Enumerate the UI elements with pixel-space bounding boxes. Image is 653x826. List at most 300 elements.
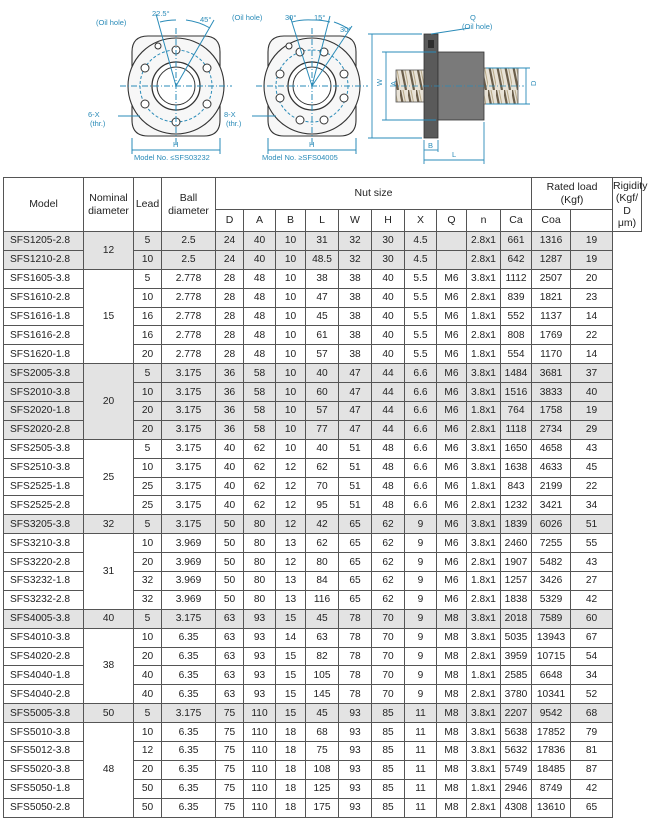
cell-model: SFS4040-2.8 [4,685,84,704]
cell-b: 15 [276,609,306,628]
cell-h: 62 [372,553,405,572]
cell-model: SFS4010-3.8 [4,628,84,647]
table-row [4,439,642,458]
cell-rigidity: 27 [571,572,613,591]
cell-rigidity: 34 [571,496,613,515]
cell-n: 2.8x1 [467,647,501,666]
cell-coa: 18485 [532,760,571,779]
cell-w: 32 [339,232,372,251]
cell-ball-diameter: 3.969 [162,590,216,609]
cell-lead: 5 [134,232,162,251]
cell-n: 3.8x1 [467,704,501,723]
cell-a: 93 [244,666,276,685]
cell-ball-diameter: 3.175 [162,496,216,515]
fig3-q-label: Q [470,13,476,22]
cell-w: 93 [339,704,372,723]
cell-coa: 4658 [532,439,571,458]
cell-a: 48 [244,345,276,364]
cell-coa: 9542 [532,704,571,723]
cell-h: 44 [372,383,405,402]
cell-h: 62 [372,572,405,591]
cell-l: 40 [306,439,339,458]
cell-a: 40 [244,250,276,269]
cell-ball-diameter: 2.778 [162,307,216,326]
cell-l: 40 [306,364,339,383]
cell-x: 11 [405,742,437,761]
cell-ball-diameter: 6.35 [162,798,216,817]
cell-w: 65 [339,590,372,609]
cell-x: 11 [405,704,437,723]
cell-d: 50 [216,553,244,572]
cell-nominal-diameter: 32 [84,515,134,534]
fig1-angle-2: 45° [200,15,212,24]
fig1-model-no: Model No. ≤SFS03232 [134,153,210,162]
cell-n: 2.8x1 [467,798,501,817]
cell-ca: 808 [501,326,532,345]
cell-coa: 3421 [532,496,571,515]
cell-d: 75 [216,742,244,761]
cell-h: 70 [372,628,405,647]
cell-model: SFS3205-3.8 [4,515,84,534]
cell-a: 62 [244,439,276,458]
cell-n: 1.8x1 [467,402,501,421]
cell-h: 30 [372,232,405,251]
cell-model: SFS3210-3.8 [4,534,84,553]
cell-b: 10 [276,439,306,458]
cell-q: M8 [437,609,467,628]
cell-n: 3.8x1 [467,515,501,534]
cell-l: 108 [306,760,339,779]
cell-ca: 5632 [501,742,532,761]
header-ball-diameter: Ball diameter [162,178,216,232]
cell-n: 3.8x1 [467,760,501,779]
cell-q: M8 [437,666,467,685]
cell-d: 28 [216,345,244,364]
cell-ca: 5749 [501,760,532,779]
cell-w: 47 [339,420,372,439]
cell-a: 80 [244,553,276,572]
table-row [4,534,642,553]
cell-l: 45 [306,609,339,628]
cell-x: 4.5 [405,232,437,251]
cell-h: 48 [372,477,405,496]
cell-n: 2.8x1 [467,420,501,439]
cell-a: 93 [244,628,276,647]
cell-model: SFS2005-3.8 [4,364,84,383]
cell-d: 36 [216,364,244,383]
cell-lead: 25 [134,477,162,496]
cell-n: 2.8x1 [467,590,501,609]
cell-d: 28 [216,269,244,288]
cell-ca: 1257 [501,572,532,591]
cell-q: M6 [437,496,467,515]
table-row [4,704,642,723]
cell-x: 9 [405,572,437,591]
cell-nominal-diameter: 50 [84,704,134,723]
cell-ball-diameter: 6.35 [162,779,216,798]
cell-b: 15 [276,685,306,704]
header-rated-load: Rated load (Kgf) [532,178,613,210]
cell-q: M8 [437,704,467,723]
cell-x: 9 [405,534,437,553]
cell-x: 9 [405,666,437,685]
cell-model: SFS3232-2.8 [4,590,84,609]
cell-n: 2.8x1 [467,326,501,345]
cell-ball-diameter: 6.35 [162,628,216,647]
cell-a: 93 [244,609,276,628]
fig3-dim-a: A [389,80,398,86]
cell-d: 63 [216,628,244,647]
cell-ca: 1650 [501,439,532,458]
cell-lead: 10 [134,723,162,742]
cell-rigidity: 34 [571,666,613,685]
cell-l: 95 [306,496,339,515]
header-coa: Coa [532,210,571,232]
cell-d: 40 [216,439,244,458]
cell-ca: 554 [501,345,532,364]
cell-x: 6.6 [405,439,437,458]
cell-coa: 1316 [532,232,571,251]
cell-q: M6 [437,458,467,477]
cell-model: SFS2010-3.8 [4,383,84,402]
cell-n: 1.8x1 [467,779,501,798]
cell-h: 40 [372,345,405,364]
cell-b: 18 [276,742,306,761]
cell-model: SFS5005-3.8 [4,704,84,723]
fig2-angle-3: 30° [340,25,352,34]
cell-model: SFS1616-1.8 [4,307,84,326]
cell-coa: 1170 [532,345,571,364]
cell-model: SFS2020-1.8 [4,402,84,421]
cell-q [437,250,467,269]
cell-coa: 13943 [532,628,571,647]
cell-n: 3.8x1 [467,269,501,288]
cell-ball-diameter: 6.35 [162,666,216,685]
cell-model: SFS5012-3.8 [4,742,84,761]
cell-ca: 661 [501,232,532,251]
cell-w: 78 [339,628,372,647]
cell-h: 40 [372,326,405,345]
cell-ca: 642 [501,250,532,269]
cell-a: 93 [244,647,276,666]
fig1-dim-h: H [173,140,179,149]
fig1-hole-label: 6-X [88,110,100,119]
cell-a: 40 [244,232,276,251]
cell-ca: 843 [501,477,532,496]
cell-n: 2.8x1 [467,496,501,515]
cell-d: 36 [216,420,244,439]
table-row [4,364,642,383]
cell-ball-diameter: 2.778 [162,345,216,364]
cell-w: 51 [339,477,372,496]
cell-rigidity: 67 [571,628,613,647]
cell-b: 15 [276,647,306,666]
cell-b: 18 [276,760,306,779]
cell-w: 65 [339,553,372,572]
fig2-hole-label: 8-X [224,110,236,119]
cell-b: 18 [276,779,306,798]
cell-w: 38 [339,269,372,288]
cell-ca: 3959 [501,647,532,666]
cell-coa: 5482 [532,553,571,572]
header-ca: Ca [501,210,532,232]
cell-b: 18 [276,723,306,742]
cell-model: SFS1616-2.8 [4,326,84,345]
cell-rigidity: 87 [571,760,613,779]
cell-h: 48 [372,458,405,477]
cell-q: M8 [437,798,467,817]
cell-x: 5.5 [405,345,437,364]
cell-a: 48 [244,326,276,345]
cell-nominal-diameter: 40 [84,609,134,628]
cell-a: 80 [244,534,276,553]
fig3-dim-d: D [529,80,538,86]
cell-w: 51 [339,458,372,477]
cell-a: 58 [244,383,276,402]
cell-coa: 1137 [532,307,571,326]
table-row [4,628,642,647]
cell-rigidity: 65 [571,798,613,817]
cell-a: 80 [244,572,276,591]
cell-nominal-diameter: 31 [84,534,134,610]
cell-q: M6 [437,420,467,439]
cell-q: M8 [437,723,467,742]
cell-b: 13 [276,534,306,553]
cell-model: SFS5050-2.8 [4,798,84,817]
header-q: Q [437,210,467,232]
cell-x: 5.5 [405,288,437,307]
fig2-dim-h: H [309,140,315,149]
cell-model: SFS2505-3.8 [4,439,84,458]
cell-l: 77 [306,420,339,439]
cell-l: 42 [306,515,339,534]
cell-lead: 5 [134,364,162,383]
cell-n: 3.8x1 [467,742,501,761]
cell-q: M6 [437,326,467,345]
cell-d: 36 [216,402,244,421]
cell-q: M8 [437,742,467,761]
cell-rigidity: 37 [571,364,613,383]
flange-drawing-6-hole [118,14,232,154]
cell-lead: 40 [134,666,162,685]
cell-h: 70 [372,609,405,628]
cell-q: M6 [437,515,467,534]
cell-h: 85 [372,742,405,761]
cell-coa: 6648 [532,666,571,685]
cell-lead: 50 [134,798,162,817]
cell-ball-diameter: 3.175 [162,420,216,439]
cell-l: 45 [306,704,339,723]
cell-w: 47 [339,364,372,383]
cell-x: 5.5 [405,307,437,326]
cell-a: 48 [244,269,276,288]
cell-n: 3.8x1 [467,439,501,458]
cell-w: 65 [339,572,372,591]
cell-rigidity: 20 [571,269,613,288]
header-rigidity: Rigidity (Kgf/ D μm) [613,178,642,232]
fig2-oil-hole-label: (Oil hole) [232,13,263,22]
header-h: H [372,210,405,232]
cell-n: 2.8x1 [467,232,501,251]
header-n: n [467,210,501,232]
specification-table [3,177,648,818]
cell-n: 3.8x1 [467,628,501,647]
header-w: W [339,210,372,232]
cell-ball-diameter: 2.778 [162,288,216,307]
cell-lead: 20 [134,553,162,572]
cell-d: 63 [216,685,244,704]
cell-rigidity: 14 [571,345,613,364]
cell-b: 10 [276,383,306,402]
cell-coa: 6026 [532,515,571,534]
cell-nominal-diameter: 48 [84,723,134,817]
cell-w: 78 [339,609,372,628]
cell-ca: 1638 [501,458,532,477]
technical-drawings [0,0,653,175]
cell-w: 78 [339,647,372,666]
flange-drawing-8-hole [252,16,368,154]
cell-rigidity: 23 [571,288,613,307]
cell-n: 1.8x1 [467,572,501,591]
cell-x: 5.5 [405,269,437,288]
cell-d: 63 [216,609,244,628]
cell-x: 6.6 [405,383,437,402]
cell-nominal-diameter: 15 [84,269,134,363]
cell-l: 175 [306,798,339,817]
fig1-oil-hole-label: (Oil hole) [96,18,127,27]
cell-h: 70 [372,647,405,666]
cell-x: 6.6 [405,420,437,439]
cell-ca: 2585 [501,666,532,685]
cell-h: 30 [372,250,405,269]
cell-l: 45 [306,307,339,326]
cell-rigidity: 40 [571,383,613,402]
cell-nominal-diameter: 12 [84,232,134,270]
cell-d: 75 [216,723,244,742]
cell-b: 12 [276,515,306,534]
cell-l: 61 [306,326,339,345]
cell-rigidity: 42 [571,590,613,609]
cell-model: SFS5020-3.8 [4,760,84,779]
cell-q: M6 [437,383,467,402]
cell-rigidity: 54 [571,647,613,666]
cell-x: 9 [405,685,437,704]
cell-rigidity: 19 [571,232,613,251]
cell-rigidity: 45 [571,458,613,477]
table-row [4,232,642,251]
cell-l: 62 [306,458,339,477]
cell-l: 125 [306,779,339,798]
cell-a: 110 [244,704,276,723]
cell-ball-diameter: 2.5 [162,232,216,251]
cell-lead: 12 [134,742,162,761]
table-body [4,232,642,818]
cell-d: 28 [216,326,244,345]
cell-rigidity: 43 [571,439,613,458]
cell-x: 9 [405,628,437,647]
cell-model: SFS4005-3.8 [4,609,84,628]
cell-model: SFS2510-3.8 [4,458,84,477]
cell-h: 85 [372,723,405,742]
cell-x: 4.5 [405,250,437,269]
cell-d: 75 [216,798,244,817]
cell-w: 47 [339,402,372,421]
cell-coa: 17836 [532,742,571,761]
cell-rigidity: 42 [571,779,613,798]
cell-a: 110 [244,742,276,761]
cell-q: M6 [437,402,467,421]
cell-model: SFS4040-1.8 [4,666,84,685]
cell-a: 48 [244,288,276,307]
cell-lead: 20 [134,760,162,779]
cell-w: 51 [339,439,372,458]
cell-b: 12 [276,477,306,496]
cell-d: 75 [216,704,244,723]
cell-l: 75 [306,742,339,761]
cell-ball-diameter: 3.969 [162,534,216,553]
cell-d: 63 [216,647,244,666]
cell-ball-diameter: 6.35 [162,760,216,779]
fig2-model-no: Model No. ≥SFS04005 [262,153,338,162]
cell-rigidity: 55 [571,534,613,553]
cell-l: 145 [306,685,339,704]
cell-ball-diameter: 6.35 [162,723,216,742]
cell-n: 1.8x1 [467,345,501,364]
cell-coa: 17852 [532,723,571,742]
cell-l: 48.5 [306,250,339,269]
cell-ball-diameter: 3.175 [162,439,216,458]
cell-ball-diameter: 3.175 [162,383,216,402]
cell-h: 85 [372,760,405,779]
cell-l: 68 [306,723,339,742]
cell-b: 10 [276,345,306,364]
cell-nominal-diameter: 25 [84,439,134,515]
cell-coa: 1769 [532,326,571,345]
cell-d: 50 [216,534,244,553]
cell-h: 40 [372,307,405,326]
cell-q: M6 [437,572,467,591]
cell-h: 48 [372,439,405,458]
cell-x: 9 [405,515,437,534]
cell-ball-diameter: 3.969 [162,572,216,591]
cell-coa: 2199 [532,477,571,496]
cell-rigidity: 81 [571,742,613,761]
cell-x: 11 [405,760,437,779]
cell-b: 13 [276,590,306,609]
cell-ball-diameter: 3.175 [162,609,216,628]
cell-n: 2.8x1 [467,685,501,704]
cell-x: 9 [405,647,437,666]
cell-d: 40 [216,477,244,496]
cell-q: M6 [437,345,467,364]
cell-model: SFS1210-2.8 [4,250,84,269]
cell-l: 82 [306,647,339,666]
table-row [4,609,642,628]
cell-l: 62 [306,534,339,553]
cell-model: SFS2525-2.8 [4,496,84,515]
header-x: X [405,210,437,232]
cell-ball-diameter: 3.175 [162,704,216,723]
cell-l: 105 [306,666,339,685]
fig2-angle-2: 15° [314,13,326,22]
header-model: Model [4,178,84,232]
cell-lead: 50 [134,779,162,798]
fig2-hole-thr: (thr.) [226,119,242,128]
cell-ca: 1516 [501,383,532,402]
drawings-svg [0,0,653,175]
cell-a: 110 [244,798,276,817]
cell-ball-diameter: 3.175 [162,477,216,496]
